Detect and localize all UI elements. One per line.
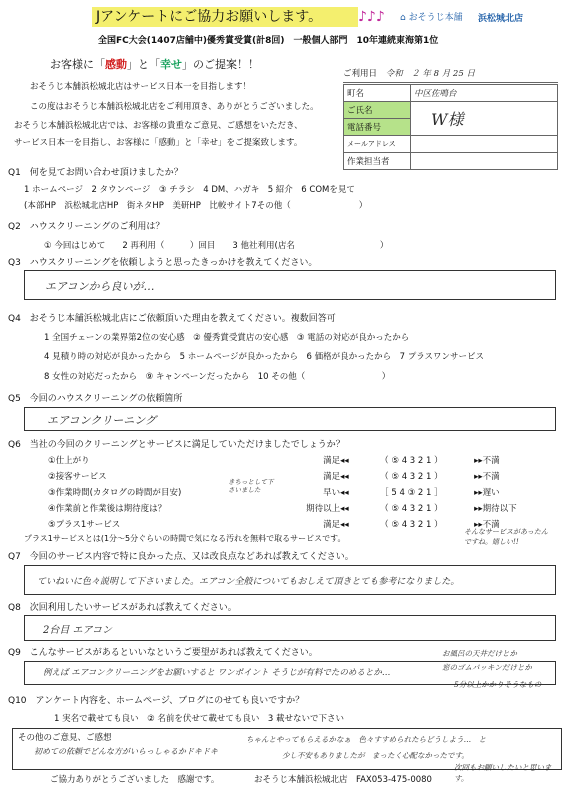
q6-row-left: 期待以上◂◂ — [306, 504, 349, 514]
q1-title: Q1 何を見てお問い合わせ頂けましたか？ — [8, 168, 183, 178]
town-label: 町名 — [344, 85, 411, 102]
header-title-text: Jアンケートにご協力お願いします。 — [96, 9, 323, 25]
q7-answer: ていねいに色々説明して下さいました。エアコン全般についてもおしえて頂きとても参考になりました。 — [37, 577, 460, 587]
q9-side-1: お風呂の天井だけとか — [442, 649, 517, 658]
brand-name: おそうじ本舗 — [408, 13, 463, 23]
mail-label: メールアドレス — [344, 136, 411, 153]
q5-title: Q5 今回のハウスクリーニングの依頼箇所 — [8, 394, 183, 404]
q6-row-scale: （ ⑤ 4 3 2 1 ） — [380, 520, 443, 530]
q8-answer-box[interactable] — [24, 615, 556, 641]
q6-row[interactable] — [48, 454, 500, 466]
footer-thanks: ご協力ありがとうございました 感謝です。 — [50, 775, 220, 785]
q6-row-label: ③作業時間(カタログの時間が目安) — [48, 488, 182, 498]
award-line: 全国FC大会(1407店舗中)優秀賞受賞(計8回) 一般個人部門 10年連続東海第1位 — [98, 36, 439, 46]
phone-label: 電話番号 — [344, 119, 411, 136]
q4-title: Q4 おそうじ本舗浜松城北店にご依頼頂いた理由を教えてください。複数回答可 — [8, 314, 336, 324]
music-notes: ♪♪♪ — [358, 9, 385, 25]
q6-row-label: ⑤プラス1サービス — [48, 520, 121, 530]
q8-answer: 2台目 エアコン — [43, 625, 113, 636]
q10-answer-3: 少し不安もありましたが まったく心配なかったです。 — [282, 751, 469, 760]
proposal-shiawase: 幸せ — [160, 58, 182, 71]
intro-line-1: おそうじ本舗浜松城北店はサービス日本一を目指します！ — [30, 82, 252, 92]
q6-row-left: 早い◂◂ — [323, 488, 349, 498]
q6-row-right: ▸▸遅い — [474, 488, 500, 498]
q6-row-left: 満足◂◂ — [323, 520, 349, 530]
staff-value[interactable] — [411, 153, 558, 170]
proposal-kando: 感動 — [105, 58, 127, 71]
proposal-line — [50, 56, 259, 72]
date-row — [343, 67, 558, 83]
q8-title: Q8 次回利用したいサービスがあれば教えてください。 — [8, 603, 237, 613]
q7-answer-box[interactable] — [24, 565, 556, 595]
proposal-prefix: お客様に「 — [50, 58, 105, 71]
q4-line-2[interactable]: 4 見積り時の対応が良かったから 5 ホームページが良かったから 6 価格が良かったから 7 プラスワンサービス — [44, 352, 485, 362]
header-title — [92, 7, 358, 27]
q9-title: Q9 こんなサービスがあるといいなというご要望があれば教えてください。 — [8, 648, 318, 658]
q6-row-label: ①仕上がり — [48, 456, 90, 466]
q6-row-right: ▸▸不満 — [474, 520, 500, 530]
q6-row[interactable] — [48, 518, 500, 530]
store-name: 浜松城北店 — [478, 14, 524, 24]
date-value[interactable]: 令和 ２ 年 8 月 25 日 — [385, 69, 475, 79]
q1-options-2[interactable]: (本部HP 浜松城北店HP 街ネタHP 美研HP 比較サイト7その他（ ） — [24, 201, 368, 211]
q6-row-left: 満足◂◂ — [323, 472, 349, 482]
customer-form — [343, 84, 558, 170]
q9-side-3: 5分以上かかりそうなもの — [454, 680, 542, 689]
date-label: ご利用日 — [343, 69, 378, 79]
intro-line-2: この度はおそうじ本舗浜松城北店をご利用頂き、ありがとうございました。 — [30, 102, 319, 112]
q10-answer-4: 次回もお願いしたいと思います。 — [454, 763, 552, 783]
q5-answer-box[interactable] — [24, 407, 556, 431]
q6-row-right: ▸▸期待以下 — [474, 504, 517, 514]
q6-row-right: ▸▸不満 — [474, 456, 500, 466]
q10-other-label: その他のご意見、ご感想 — [18, 733, 112, 743]
town-value[interactable]: 中区佐鳴台 — [411, 85, 558, 102]
q6-row-scale: （ ⑤ 4 3 2 1 ） — [380, 472, 443, 482]
q6-row-scale: （ ⑤ 4 3 2 1 ） — [380, 504, 443, 514]
q6-row-scale: ［ 5 4 ③ 2 1 ］ — [380, 488, 443, 498]
q10-answer-2: ちゃんとやってもらえるかなぁ 色々すすめられたらどうしよう… と — [246, 735, 487, 744]
staff-label: 作業担当者 — [344, 153, 411, 170]
q4-line-1[interactable]: 1 全国チェーンの業界第2位の安心感 ② 優秀賞受賞店の安心感 ③ 電話の対応が良かったから — [44, 333, 410, 343]
q3-answer-box[interactable] — [24, 270, 556, 300]
intro-line-3: おそうじ本舗浜松城北店では、お客様の貴重なご意見、ご感想をいただき、 — [14, 121, 303, 131]
q10-title: Q10 アンケート内容を、ホームページ、ブログにのせても良いですか？ — [8, 696, 305, 706]
house-icon: ⌂ — [400, 13, 406, 23]
q7-title: Q7 今回のサービス内容で特に良かった点、又は改良点などあれば教えてください。 — [8, 552, 354, 562]
name-value[interactable]: W様 — [411, 102, 558, 136]
q9-answer: 例えば エアコンクリーニングをお願いすると ワンポイント そうじが有料でたのめるとか… — [43, 668, 391, 678]
footer-store: おそうじ本舗浜松城北店 FAX053-475-0080 — [254, 775, 432, 785]
intro-line-4: サービス日本一を目指し、お客様に「感動」と「幸せ」をご提案致します。 — [14, 138, 303, 148]
q6-row[interactable] — [48, 502, 517, 514]
q2-options[interactable]: ① 今回はじめて 2 再利用（ ）回目 3 他社利用(店名 ） — [44, 241, 389, 251]
q4-line-3[interactable]: 8 女性の対応だったから ⑨ キャンペーンだったから 10 その他（ ） — [44, 372, 391, 382]
q10-options[interactable]: 1 実名で載せても良い ② 名前を伏せて載せても良い 3 載せないで下さい — [54, 714, 345, 724]
proposal-suffix: 」のご提案！！ — [182, 58, 259, 71]
name-label: ご氏名 — [344, 102, 411, 119]
q9-side-2: 窓のゴムパッキンだけとか — [442, 663, 532, 672]
proposal-mid: 」と「 — [127, 58, 160, 71]
q6-time-note: きちっとして下さいました — [228, 478, 274, 494]
q6-row-label: ④作業前と作業後は期待度は？ — [48, 504, 167, 514]
q2-title: Q2 ハウスクリーニングのご利用は？ — [8, 222, 165, 232]
q3-title: Q3 ハウスクリーニングを依頼しようと思ったきっかけを教えてください。 — [8, 258, 318, 268]
brand-logo — [400, 10, 463, 23]
q5-answer: エアコンクリーニング — [47, 414, 157, 427]
mail-value[interactable] — [411, 136, 558, 153]
q6-plus-note: プラス1サービスとは(1分～5分ぐらいの時間で気になる汚れを無料で取るサービスです。 — [24, 534, 346, 543]
q6-row-left: 満足◂◂ — [323, 456, 349, 466]
q3-answer: エアコンから良いが… — [45, 280, 155, 293]
q6-row-label: ②接客サービス — [48, 472, 107, 482]
q6-row-scale: （ ⑤ 4 3 2 1 ） — [380, 456, 443, 466]
q6-row-right: ▸▸不満 — [474, 472, 500, 482]
q6-title: Q6 当社の今回のクリーニングとサービスに満足していただけましたでしょうか？ — [8, 440, 345, 450]
q1-options[interactable]: 1 ホームページ 2 タウンページ ③ チラシ 4 DM、ハガキ 5 紹介 6 COMを見て — [24, 185, 355, 195]
q10-answer-1: 初めての依頼でどんな方がいらっしゃるかドキドキ — [34, 747, 218, 756]
q6-plus-comment: そんなサービスがあったんですね。嬉しい!! — [464, 528, 548, 546]
